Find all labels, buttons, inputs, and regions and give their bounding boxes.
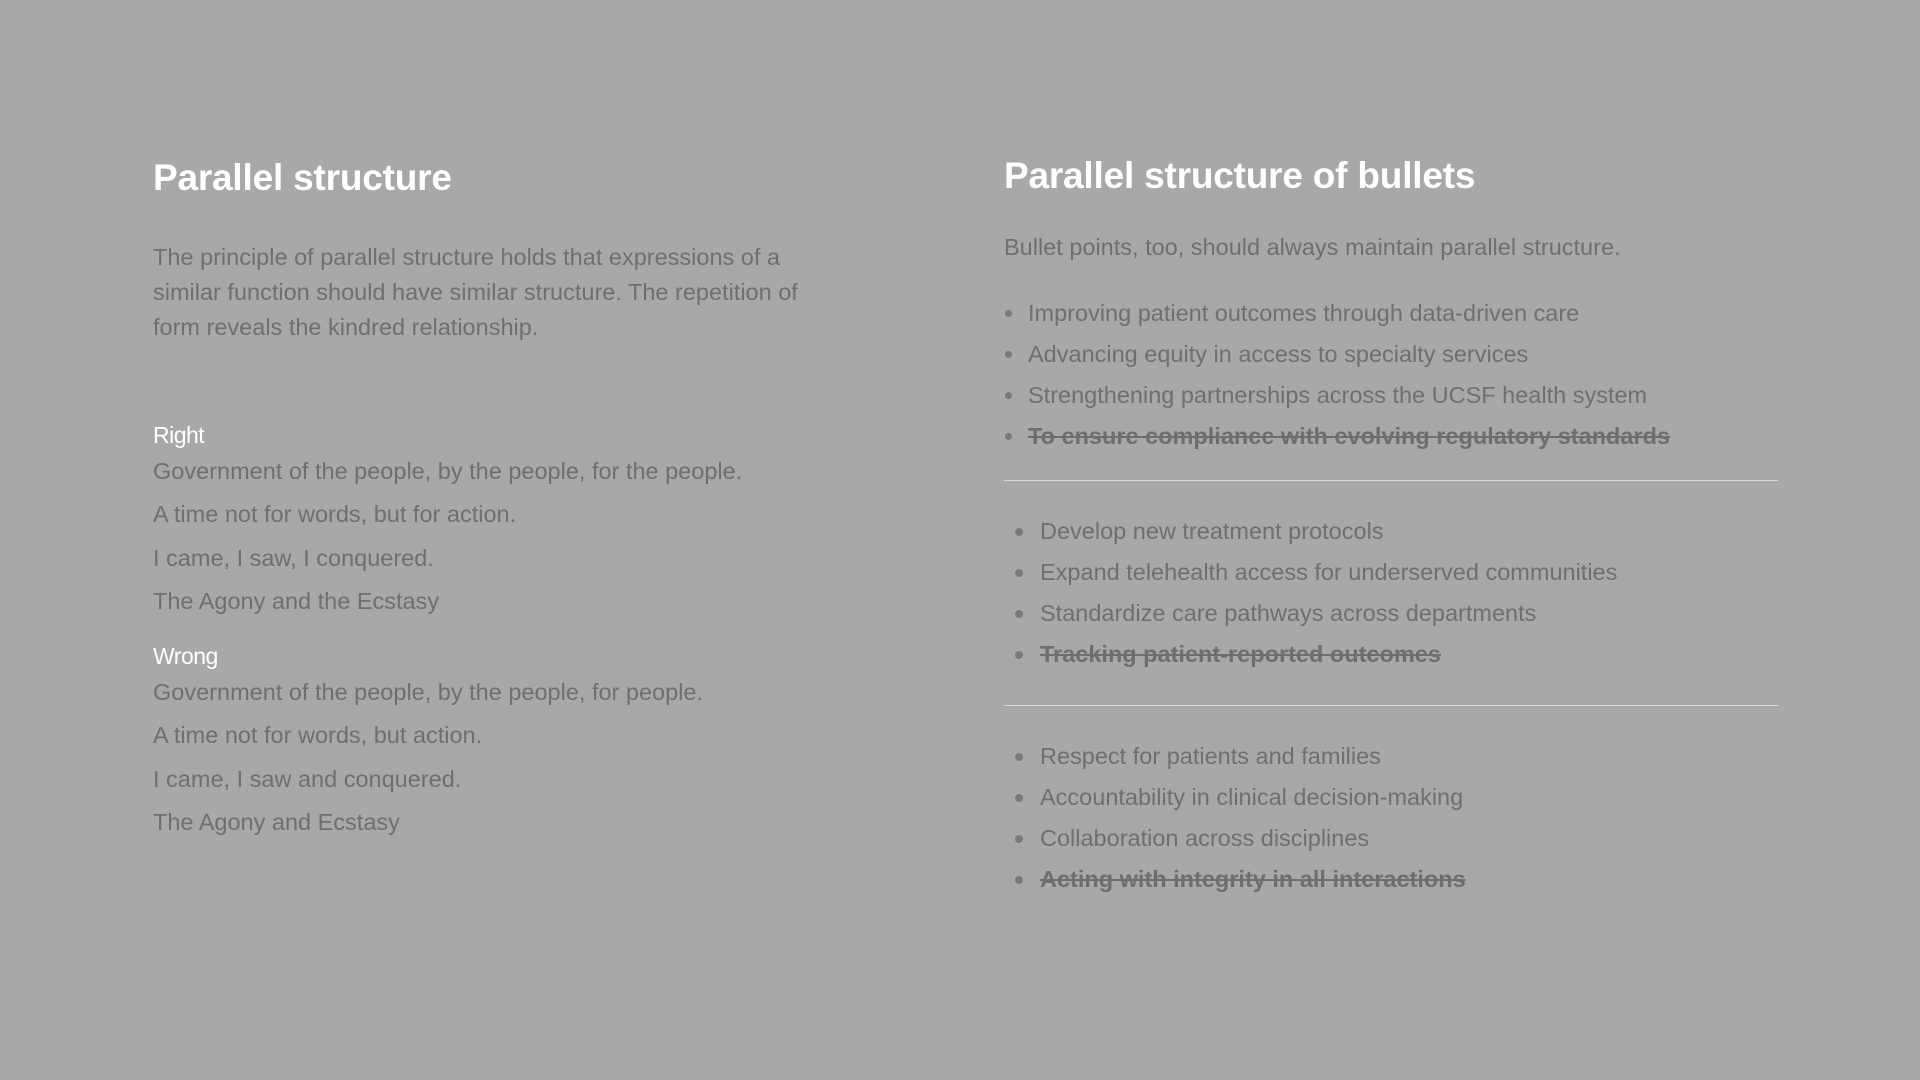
bullet-icon xyxy=(1005,351,1012,358)
bullet-list-1 xyxy=(1004,293,1778,457)
right-example: The Agony and the Ecstasy xyxy=(153,587,440,614)
list-item-struck: To ensure compliance with evolving regulatory standards xyxy=(1004,416,1778,457)
list-item: Expand telehealth access for underserved communities xyxy=(1004,552,1778,593)
list-item: Advancing equity in access to specialty services xyxy=(1004,334,1778,375)
bullet-list-2 xyxy=(1004,511,1778,675)
right-column xyxy=(1004,0,1778,900)
wrong-example: The Agony and Ecstasy xyxy=(153,809,400,836)
bullet-icon xyxy=(1015,753,1023,761)
left-intro: The principle of parallel structure holds that expressions of a similar function should have similar structure. The repetition of form reveals the kindred relationship. xyxy=(153,244,798,340)
right-examples-block xyxy=(153,420,813,623)
list-item-struck: Acting with integrity in all interactions xyxy=(1004,859,1778,900)
right-title: Parallel structure of bullets xyxy=(1004,155,1476,196)
wrong-example: I came, I saw and conquered. xyxy=(153,765,462,792)
wrong-examples-block xyxy=(153,641,813,844)
left-title: Parallel structure xyxy=(153,157,452,198)
wrong-label: Wrong xyxy=(153,643,218,670)
wrong-example: A time not for words, but action. xyxy=(153,722,483,749)
right-example: I came, I saw, I conquered. xyxy=(153,544,434,571)
list-item: Accountability in clinical decision-making xyxy=(1004,777,1778,818)
list-item: Standardize care pathways across departments xyxy=(1004,593,1778,634)
divider xyxy=(1004,480,1778,481)
bullet-icon xyxy=(1005,433,1012,440)
right-example: Government of the people, by the people, for the people. xyxy=(153,458,743,484)
right-example: A time not for words, but for action. xyxy=(153,501,517,528)
bullet-icon xyxy=(1015,876,1023,884)
bullet-icon xyxy=(1015,610,1023,618)
list-item: Develop new treatment protocols xyxy=(1004,511,1778,552)
list-item-struck: Tracking patient-reported outcomes xyxy=(1004,634,1778,675)
bullet-icon xyxy=(1015,835,1023,843)
list-item: Respect for patients and families xyxy=(1004,736,1778,777)
bullet-list-3 xyxy=(1004,736,1778,900)
left-column xyxy=(153,0,813,844)
bullet-icon xyxy=(1015,651,1023,659)
bullet-icon xyxy=(1015,569,1023,577)
bullet-icon xyxy=(1015,794,1023,802)
right-label: Right xyxy=(153,422,205,448)
divider xyxy=(1004,705,1778,706)
list-item: Improving patient outcomes through data-driven care xyxy=(1004,293,1778,334)
bullet-icon xyxy=(1015,528,1023,536)
wrong-example: Government of the people, by the people, for people. xyxy=(153,679,704,706)
right-intro: Bullet points, too, should always maintain parallel structure. xyxy=(1004,234,1621,260)
bullet-icon xyxy=(1005,392,1012,399)
bullet-icon xyxy=(1005,310,1012,317)
list-item: Strengthening partnerships across the UCSF health system xyxy=(1004,375,1778,416)
list-item: Collaboration across disciplines xyxy=(1004,818,1778,859)
